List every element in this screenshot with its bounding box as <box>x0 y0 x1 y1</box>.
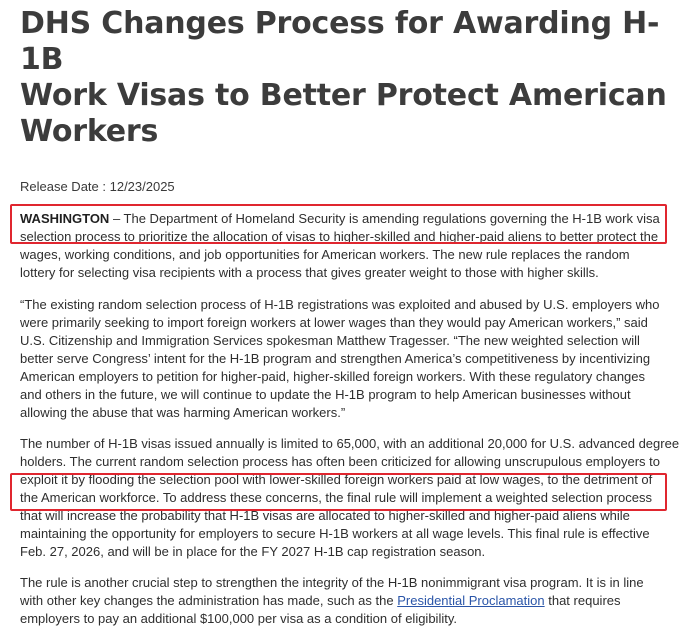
text-line: The number of H-1B visas issued annually is limited to 65,000, with an additional 20,000 for U.S. advanced degree <box>20 436 680 451</box>
text-line: maintaining the opportunity for employers to secure H-1B workers at all wage levels. This final rule is effective <box>20 526 650 541</box>
dateline: WASHINGTON <box>20 211 110 226</box>
text-line: allowing the abuse that was harming American workers.” <box>20 405 346 420</box>
title-line: DHS Changes Process for Awarding H-1B <box>20 6 660 77</box>
text-line: were primarily seeking to import foreign workers at lower wages than they would pay American workers,” said <box>20 315 648 330</box>
article <box>20 0 690 628</box>
paragraph-details <box>20 435 690 561</box>
text-line: the American workforce. To address these concerns, the final rule will implement a weighted selection process <box>20 490 653 505</box>
release-date: Release Date : 12/23/2025 <box>20 179 175 194</box>
text-line: wages, working conditions, and job opportunities for American workers. The new rule replaces the random <box>20 247 630 262</box>
text-line: and others in the future, we will continue to update the H-1B program to help American businesses without <box>20 387 631 402</box>
page-title <box>20 0 690 150</box>
text-line: selection process to prioritize the allocation of visas to higher-skilled and higher-paid aliens to better protect the <box>20 229 659 244</box>
text-line: U.S. Citizenship and Immigration Services spokesman Matthew Tragesser. “The new weighted selection will <box>20 333 640 348</box>
paragraph-intro <box>20 210 690 282</box>
text-line: American employers to petition for higher-paid, higher-skilled foreign workers. With these regulatory changes <box>20 369 646 384</box>
text-line: exploit it by flooding the selection pool with lower-skilled foreign workers paid at low wages, to the detriment of <box>20 472 653 487</box>
title-line: Workers <box>20 114 159 149</box>
paragraph-closing <box>20 574 690 628</box>
text-line: – The Department of Homeland Security is amending regulations governing the H-1B work visa <box>109 211 660 226</box>
text-line: employers to pay an additional $100,000 per visa as a condition of eligibility. <box>20 611 457 626</box>
text-line-part: with other key changes the administration has made, such as the <box>20 593 398 608</box>
text-line-part: that requires <box>544 593 621 608</box>
text-line: better serve Congress’ intent for the H-1B program and strengthen America’s competitiveness by incentivizing <box>20 351 651 366</box>
presidential-proclamation-link[interactable]: Presidential Proclamation <box>397 593 545 608</box>
text-line: that will increase the probability that H-1B visas are allocated to higher-skilled and higher-paid aliens while <box>20 508 630 523</box>
text-line: lottery for selecting visa recipients with a process that gives greater weight to those with higher skills. <box>20 265 599 280</box>
paragraph-quote <box>20 296 690 422</box>
text-line: Feb. 27, 2026, and will be in place for the FY 2027 H-1B cap registration season. <box>20 544 486 559</box>
text-line: holders. The current random selection process has often been criticized for allowing unscrupulous employers to <box>20 454 660 469</box>
text-line: The rule is another crucial step to strengthen the integrity of the H-1B nonimmigrant visa program. It is in line <box>20 575 644 590</box>
text-line: “The existing random selection process of H-1B registrations was exploited and abused by U.S. employers who <box>20 297 660 312</box>
title-line: Work Visas to Better Protect American <box>20 78 667 113</box>
